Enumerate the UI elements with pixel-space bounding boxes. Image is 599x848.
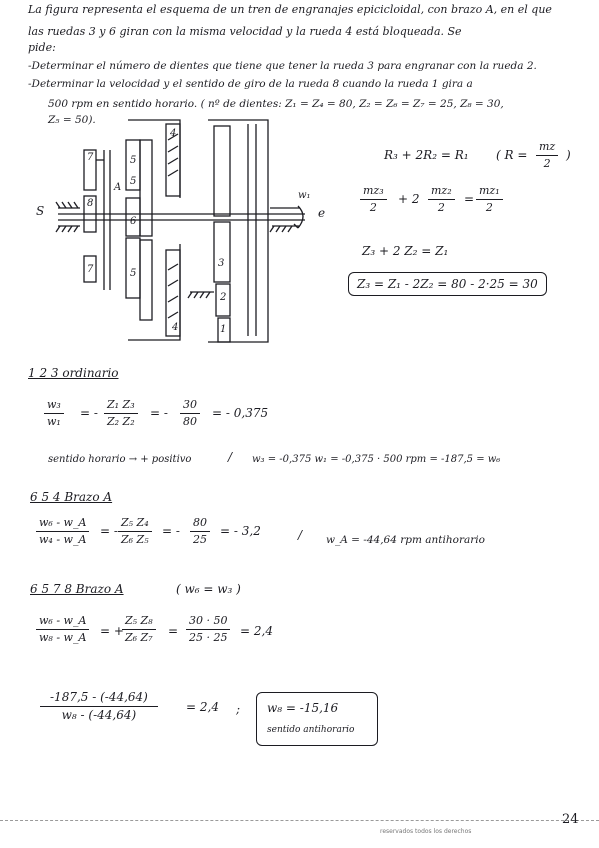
m-op-plus: + 2	[398, 192, 420, 206]
section3-title: 6 5 7 8 Brazo A	[30, 582, 124, 596]
diagram-label-5-top: 5	[130, 155, 137, 166]
section2-title: 6 5 4 Brazo A	[30, 490, 113, 504]
s2-wa: w_A = -44,64 rpm antihorario	[326, 534, 485, 546]
section1-title: 1 2 3 ordinario	[28, 366, 119, 380]
m-term-2: $\frac{\text{mz₂}}{2}$	[428, 184, 455, 215]
diagram-label-4-top: 4	[170, 128, 177, 139]
question-2-line-a: -Determinar la velocidad y el sentido de giro de la rueda 8 cuando la rueda 1 gira a	[28, 78, 473, 90]
s3-mid: $\frac{\text{Z₅ Z₈}}{\text{Z₆ Z₇}}$	[122, 614, 156, 645]
s2-val: $\frac{80}{25}$	[190, 516, 210, 547]
radius-def-right: )	[566, 148, 571, 162]
s3-eq1: = +	[100, 624, 124, 638]
s2-lhs: $\frac{\text{w₆ - w\_A}}{\text{w₄ - w\_A}}$	[36, 516, 89, 547]
z3-result-box: Z₃ = Z₁ - 2Z₂ = 80 - 2·25 = 30	[348, 272, 547, 296]
s3-val: $\frac{30 \cdot 50}{25 \cdot 25}$	[186, 614, 230, 645]
diagram-label-2: 2	[220, 292, 227, 303]
diagram-label-5-bottom: 5	[130, 268, 137, 279]
m-term-1: $\frac{\text{mz₁}}{2}$	[476, 184, 503, 215]
footer-divider	[0, 820, 599, 821]
final-answer-box	[256, 692, 378, 746]
radius-def-num: mz	[536, 140, 558, 156]
diagram-label-6: 6	[130, 216, 137, 227]
diagram-label-S: S	[36, 204, 45, 218]
diagram-label-4-bottom: 4	[172, 322, 179, 333]
final-note: sentido antihorario	[267, 725, 355, 735]
s1-eq1: = -	[80, 406, 98, 420]
radius-equation: R₃ + 2R₂ = R₁	[384, 148, 469, 162]
s1-w3-calc: w₃ = -0,375 w₁ = -0,375 · 500 rpm = -187,5 = w₆	[252, 454, 501, 465]
s1-result: = - 0,375	[212, 406, 269, 420]
radius-def-left: ( R =	[496, 148, 528, 162]
s3-semicolon: ;	[236, 702, 241, 716]
diagram-label-e: e	[318, 206, 326, 220]
m-op-equals: =	[464, 192, 475, 206]
diagram-label-5-mid: 5	[130, 176, 137, 187]
diagram-label-7-top: 7	[87, 152, 94, 163]
s2-eq1: = -	[100, 524, 118, 538]
s2-eq2: = -	[162, 524, 180, 538]
s1-mid: $\frac{\text{Z₁ Z₃}}{\text{Z₂ Z₂}}$	[104, 398, 138, 429]
diagram-label-3: 3	[218, 258, 225, 269]
s3-sub-result: = 2,4	[186, 700, 219, 714]
s3-eq2: =	[168, 624, 179, 638]
z-equation: Z₃ + 2 Z₂ = Z₁	[362, 244, 449, 258]
diagram-label-w1: w₁	[298, 190, 311, 201]
s1-lhs: $\frac{\text{w₃}}{\text{w₁}}$	[44, 398, 64, 429]
radius-def-fraction	[536, 140, 558, 171]
statement-line-3: pide:	[28, 41, 56, 54]
question-2-line-c: Z₅ = 50).	[48, 114, 96, 126]
s1-note: sentido horario → + positivo	[48, 454, 192, 465]
s2-slash: /	[298, 528, 303, 542]
s3-result: = 2,4	[240, 624, 273, 638]
s2-mid: $\frac{\text{Z₅ Z₄}}{\text{Z₆ Z₅}}$	[118, 516, 152, 547]
diagram-label-8: 8	[87, 198, 94, 209]
s3-cond: ( w₆ = w₃ )	[176, 582, 241, 596]
s2-result: = - 3,2	[220, 524, 261, 538]
diagram-label-1: 1	[220, 324, 227, 335]
footer-small-text: reservados todos los derechos	[380, 828, 472, 835]
statement-line-1: La figura representa el esquema de un tren de engranajes epicicloidal, con brazo A, en el que	[28, 3, 552, 16]
s1-slash: /	[228, 450, 233, 464]
diagram-label-A: A	[114, 182, 122, 193]
question-2-line-b: 500 rpm en sentido horario. ( nº de dientes: Z₁ = Z₄ = 80, Z₂ = Z₆ = Z₇ = 25, Z₈ = 30,	[48, 98, 504, 110]
radius-def-den: 2	[543, 157, 551, 170]
s1-eq2: = -	[150, 406, 168, 420]
final-w8: w₈ = -15,16	[267, 701, 339, 715]
question-1: -Determinar el número de dientes que tiene que tener la rueda 3 para engranar con la rueda 2.	[28, 60, 537, 72]
s3-sub: $\frac{-187,5 - (-44,64)}{\text{w₈ - (-44,64)}}$	[40, 690, 158, 722]
s3-lhs: $\frac{\text{w₆ - w\_A}}{\text{w₈ - w\_A}}$	[36, 614, 89, 645]
diagram-label-7-bottom: 7	[87, 264, 94, 275]
m-term-3: $\frac{\text{mz₃}}{2}$	[360, 184, 387, 215]
page-number: 24	[562, 812, 579, 827]
s1-val: $\frac{30}{80}$	[180, 398, 200, 429]
statement-line-2: las ruedas 3 y 6 giran con la misma velocidad y la rueda 4 está bloqueada. Se	[28, 25, 462, 38]
